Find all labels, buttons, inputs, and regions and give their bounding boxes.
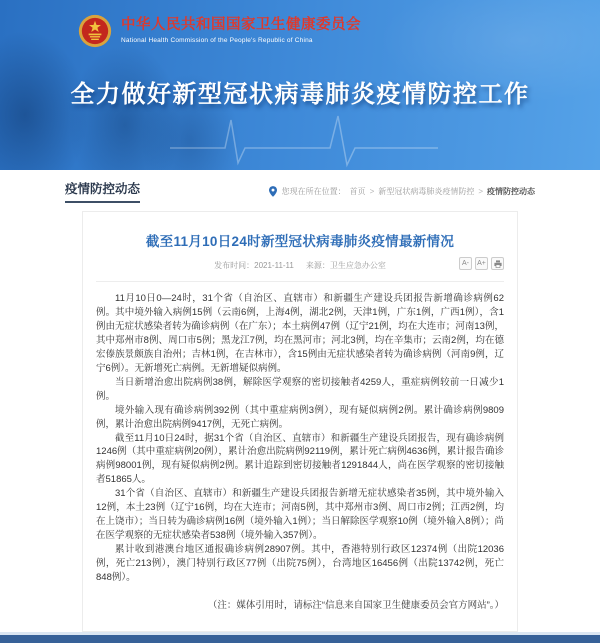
article-paragraph: 境外输入现有确诊病例392例（其中重症病例3例），现有疑似病例2例。累计确诊病例9809例，累计治愈出院病例9417例，无死亡病例。 — [96, 404, 504, 430]
article-paragraph: 31个省（自治区、直辖市）和新疆生产建设兵团报告新增无症状感染者35例，其中境外输入12例，本土23例（辽宁16例，均在大连市；河南5例，其中郑州市3例、周口市2例；江西2例，均在上饶市）；当日转为确诊病例16例（境外输入1例）；当日解除医学观察10例（境外输入8例）；尚在医学观察的无症状感染者538例（境外输入357例）。 — [96, 488, 504, 542]
breadcrumb-separator: > — [478, 187, 483, 196]
source-value: 卫生应急办公室 — [329, 261, 386, 270]
national-emblem-icon — [78, 14, 112, 48]
location-pin-icon — [269, 186, 277, 197]
breadcrumb-home-link[interactable]: 首页 — [349, 187, 366, 196]
article-paragraph: 11月10日0—24时，31个省（自治区、直辖市）和新疆生产建设兵团报告新增确诊病例62例。其中境外输入病例15例（云南6例，上海4例，湖北2例，天津1例，广东1例，广西1例），含1例由无症状感染者转为确诊病例（在广东）；本土病例47例（辽宁21例，均在大连市；河南13例，其中郑州市8例、周口市5例；黑龙江7例，均在黑河市；河北3例，均在辛集市；云南2例，均在德宏傣族景颇族自治州；吉林1例，在吉林市），含15例由无症状感染者转为确诊病例（河南9例，辽宁6例）。无新增死亡病例。无新增疑似病例。 — [96, 293, 504, 374]
article-toolbar — [459, 257, 504, 270]
print-icon — [494, 260, 502, 268]
source-label: 来源： — [305, 261, 330, 270]
font-increase-button[interactable]: A+ — [475, 257, 488, 270]
article-meta — [96, 260, 504, 282]
site-brand — [78, 14, 361, 48]
article-body — [96, 292, 504, 613]
article-card — [82, 211, 518, 632]
font-decrease-button[interactable]: A- — [459, 257, 472, 270]
article-paragraph: 当日新增治愈出院病例38例，解除医学观察的密切接触者4259人，重症病例较前一日减少1例。 — [96, 376, 504, 402]
breadcrumb-separator: > — [369, 187, 375, 196]
heartbeat-line-decoration — [170, 108, 440, 168]
article-title: 截至11月10日24时新型冠状病毒肺炎疫情最新情况 — [145, 234, 455, 249]
breadcrumb-section-link[interactable]: 新型冠状病毒肺炎疫情防控 — [378, 187, 475, 196]
breadcrumb-current: 疫情防控动态 — [487, 187, 535, 196]
top-banner — [0, 0, 600, 170]
breadcrumb — [269, 186, 535, 203]
banner-slogan: 全力做好新型冠状病毒肺炎疫情防控工作 — [70, 81, 530, 108]
site-brand-text — [121, 18, 361, 44]
article-paragraph: 累计收到港澳台地区通报确诊病例28907例。其中，香港特别行政区12374例（出院12036例，死亡213例），澳门特别行政区77例（出院75例），台湾地区16456例（出院13742例，死亡848例）。 — [96, 544, 504, 584]
org-name-cn: 中华人民共和国国家卫生健康委员会 — [121, 17, 361, 34]
article-paragraph: 截至11月10日24时，据31个省（自治区、直辖市）和新疆生产建设兵团报告，现有确诊病例1246例（其中重症病例20例），累计治愈出院病例92119例，累计死亡病例4636例，累计报告确诊病例98001例，现有疑似病例2例。累计追踪到密切接触者1291844人，尚在医学观察的密切接触者51865人。 — [96, 432, 504, 486]
org-name-en: National Health Commission of the People's Republic of China — [121, 36, 313, 44]
article-note: （注：媒体引用时，请标注“信息来自国家卫生健康委员会官方网站”。） — [207, 600, 504, 612]
publish-time-value: 2021-11-11 — [254, 261, 294, 270]
publish-time-label: 发布时间： — [214, 261, 255, 270]
footer-bar — [0, 632, 600, 643]
breadcrumb-location-label: 您现在所在位置： — [281, 187, 346, 196]
breadcrumb-bar — [65, 170, 535, 203]
section-title: 疫情防控动态 — [65, 179, 140, 203]
print-button[interactable] — [491, 257, 504, 270]
